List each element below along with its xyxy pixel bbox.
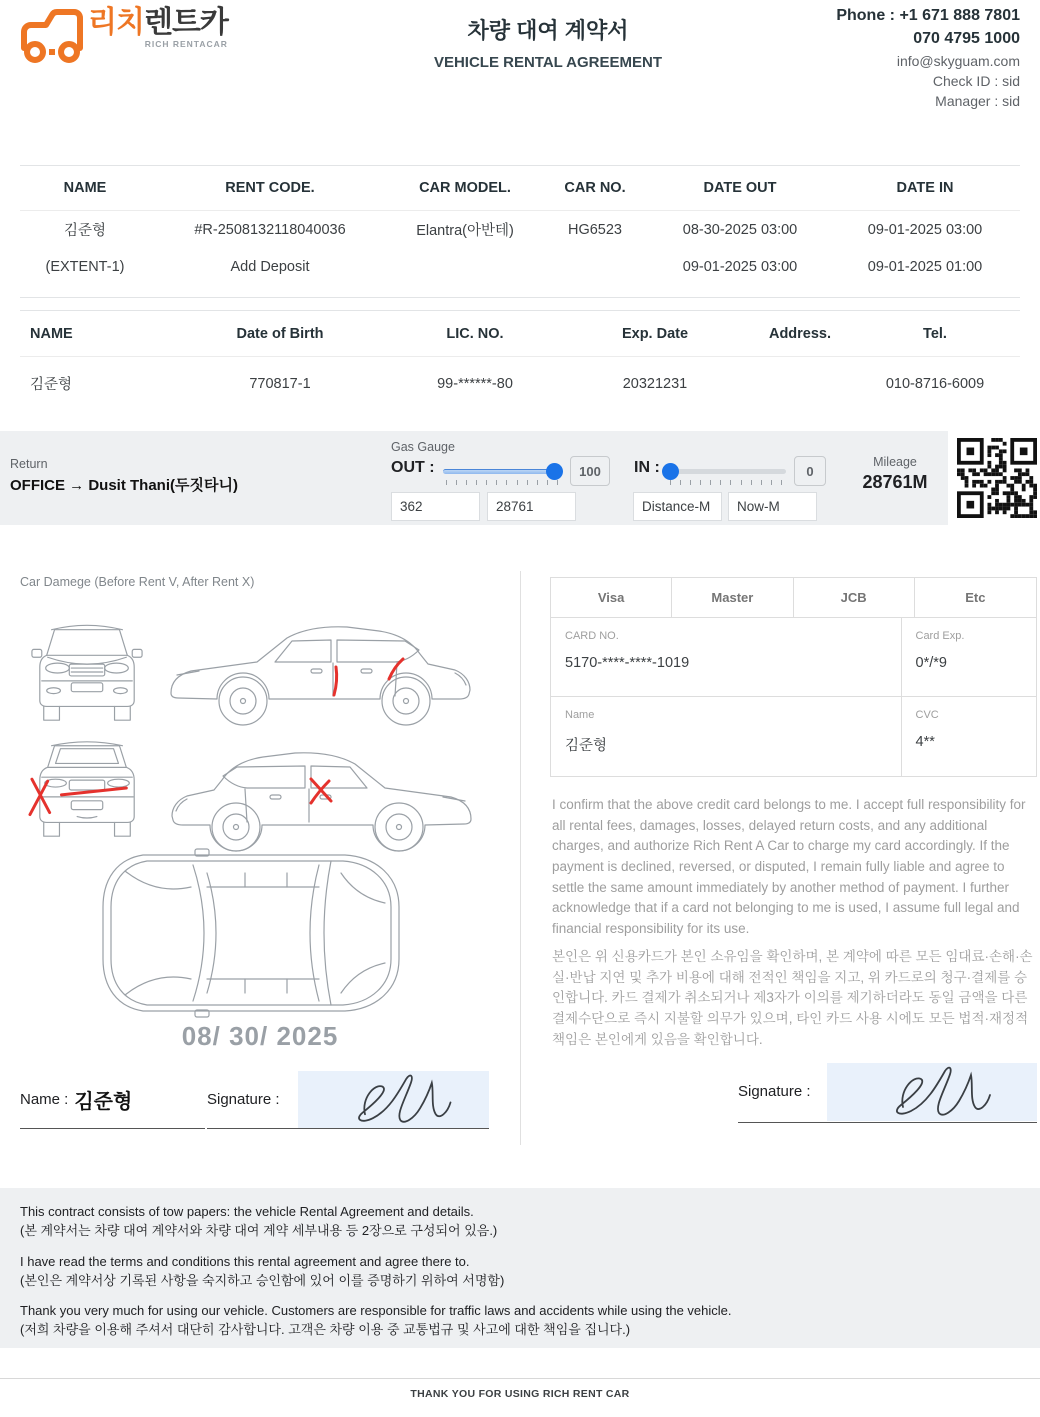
gas-out-label: OUT : bbox=[391, 459, 435, 476]
gas-in-slider-track[interactable] bbox=[668, 469, 786, 474]
manager: Manager : sid bbox=[935, 93, 1020, 109]
rental-date: 08/ 30/ 2025 bbox=[181, 1021, 339, 1051]
card-exp-cell bbox=[902, 618, 1037, 696]
signature-label: Signature : bbox=[738, 1083, 811, 1100]
card-signature-row bbox=[738, 1061, 1037, 1123]
cell-date-out-2: 09-01-2025 03:00 bbox=[682, 258, 798, 275]
card-exp-label: Card Exp. bbox=[915, 630, 965, 642]
col-header: NAME bbox=[30, 325, 73, 342]
col-header: CAR MODEL. bbox=[419, 180, 511, 196]
gas-out-value[interactable]: 100 bbox=[570, 456, 610, 486]
col-header: CAR NO. bbox=[564, 180, 626, 196]
notice-english: This contract consists of tow papers: the vehicle Rental Agreement and details. bbox=[20, 1204, 474, 1219]
notice-item bbox=[20, 1203, 1020, 1241]
car-rear-view[interactable] bbox=[28, 733, 146, 845]
card-brand-tabs bbox=[551, 578, 1036, 618]
gas-in-slider-thumb[interactable] bbox=[662, 463, 679, 480]
qr-code bbox=[956, 434, 1038, 522]
footer-text: THANK YOU FOR USING RICH RENT CAR bbox=[410, 1388, 630, 1400]
cell-extent: (EXTENT-1) bbox=[45, 258, 125, 275]
contract-notices bbox=[0, 1188, 1040, 1348]
renter-name: 김준형 bbox=[74, 1091, 133, 1113]
card-name-row bbox=[551, 697, 1036, 776]
table-row bbox=[20, 357, 1020, 410]
col-header: RENT CODE. bbox=[225, 180, 315, 196]
distance-input[interactable] bbox=[633, 492, 722, 521]
card-number-cell bbox=[551, 618, 902, 696]
odometer-start-input[interactable] bbox=[391, 492, 480, 521]
gas-in-slider-ticks bbox=[670, 480, 782, 485]
card-signature-pad[interactable] bbox=[827, 1063, 1037, 1121]
notice-korean: (본 계약서는 차량 대여 계약서와 차량 대여 계약 세부내용 등 2장으로 구성되어 있음.) bbox=[20, 1222, 498, 1238]
car-side-view-right[interactable] bbox=[165, 605, 477, 733]
car-front-view[interactable] bbox=[28, 615, 146, 729]
signature-label: Signature : bbox=[207, 1091, 280, 1108]
cell-add-deposit: Add Deposit bbox=[230, 258, 310, 275]
col-header: Tel. bbox=[923, 325, 947, 342]
gas-gauge-label: Gas Gauge bbox=[391, 440, 455, 454]
gas-out-slider-ticks bbox=[446, 480, 558, 485]
title-korean: 차량 대여 계약서 bbox=[467, 18, 629, 43]
logo-korean-dark: 렌트카 bbox=[143, 6, 228, 39]
name-label: Name : bbox=[20, 1091, 69, 1108]
card-cvc-cell bbox=[902, 697, 1037, 776]
col-header: Address. bbox=[768, 325, 832, 342]
notice-item bbox=[20, 1253, 1020, 1291]
card-number-row bbox=[551, 618, 1036, 697]
rental-table bbox=[20, 165, 1020, 298]
driver-table bbox=[20, 310, 1020, 410]
card-exp-value: 0*/*9 bbox=[915, 655, 947, 671]
vertical-divider bbox=[520, 571, 521, 1145]
car-top-view[interactable] bbox=[95, 847, 407, 1019]
cell-date-in-2: 09-01-2025 01:00 bbox=[867, 258, 983, 275]
return-route: OFFICE → Dusit Thani(두짓타니) bbox=[10, 477, 238, 494]
col-header: NAME bbox=[63, 180, 107, 196]
cell-license: 99-******-80 bbox=[437, 375, 513, 392]
col-header: DATE OUT bbox=[703, 180, 777, 196]
notice-korean: (본인은 계약서상 기록된 사항을 숙지하고 승인함에 있어 이를 증명하기 위하여 서명함) bbox=[20, 1272, 505, 1288]
table-row bbox=[20, 211, 1020, 248]
gas-out-slider-track[interactable] bbox=[443, 469, 558, 474]
cell-driver-name: 김준형 bbox=[30, 377, 73, 393]
cell-rent-code: #R-2508132118040036 bbox=[194, 221, 346, 238]
tab-master[interactable]: Master bbox=[672, 578, 793, 618]
notice-item bbox=[20, 1302, 1020, 1340]
odometer-end-input[interactable] bbox=[487, 492, 576, 521]
card-confirmation-english: I confirm that the above credit card belongs to me. I accept full responsibility for all rental fees, damages, losses, delayed return costs, and any additional charges, and authorize Rich Rent A Car to charge my card accordingly. If the payment is declined, reversed, or disputed, I remain fully liable and agree to settle the same amount immediately by another method of payment. I further acknowledge that if a card not belonging to me is used, I assume full legal and financial responsibility for its use. bbox=[552, 797, 1026, 936]
cell-date-in: 09-01-2025 03:00 bbox=[867, 221, 983, 238]
tab-visa[interactable]: Visa bbox=[551, 578, 672, 618]
cvc-value: 4** bbox=[915, 734, 935, 750]
tab-etc[interactable]: Etc bbox=[915, 578, 1036, 618]
card-no-value: 5170-****-****-1019 bbox=[565, 655, 690, 671]
phone-line-2: 070 4795 1000 bbox=[913, 30, 1020, 47]
cell-renter-name: 김준형 bbox=[63, 223, 107, 239]
logo-korean-orange: 리치 bbox=[88, 6, 144, 39]
driver-table-header bbox=[20, 311, 1020, 357]
notice-english: Thank you very much for using our vehicle. Customers are responsible for traffic laws and accidents while using the vehicle. bbox=[20, 1303, 732, 1319]
rental-table-header bbox=[20, 166, 1020, 211]
credit-card-table bbox=[550, 577, 1037, 777]
renter-signature-pad[interactable] bbox=[298, 1071, 489, 1128]
company-logo bbox=[16, 8, 326, 66]
cell-birth: 770817-1 bbox=[249, 375, 311, 392]
cell-date-out: 08-30-2025 03:00 bbox=[682, 221, 798, 238]
check-id: Check ID : sid bbox=[932, 73, 1020, 89]
return-label: Return bbox=[10, 457, 48, 471]
cvc-label: CVC bbox=[915, 709, 939, 721]
notice-english: I have read the terms and conditions this rental agreement and agree there to. bbox=[20, 1253, 470, 1269]
contact-info bbox=[770, 8, 1020, 114]
card-name-label: Name bbox=[565, 709, 595, 721]
renter-signature-row bbox=[20, 1071, 498, 1131]
header bbox=[0, 0, 1040, 120]
gas-in-value[interactable]: 0 bbox=[794, 456, 826, 486]
cell-exp-date: 20321231 bbox=[622, 375, 688, 392]
col-header: DATE IN bbox=[896, 180, 954, 196]
col-header: Exp. Date bbox=[621, 325, 689, 342]
card-no-label: CARD NO. bbox=[565, 630, 619, 642]
cell-tel: 010-8716-6009 bbox=[885, 375, 985, 392]
tab-jcb[interactable]: JCB bbox=[794, 578, 915, 618]
gas-in-label: IN : bbox=[634, 459, 660, 476]
mileage-label: Mileage bbox=[873, 455, 917, 469]
now-mileage-input[interactable] bbox=[728, 492, 817, 521]
col-header: LIC. NO. bbox=[446, 325, 504, 342]
card-name-value: 김준형 bbox=[565, 738, 608, 754]
logo-subtext: RICH RENTACAR bbox=[144, 39, 228, 49]
renter-name-field bbox=[20, 1071, 205, 1129]
logo-text bbox=[88, 8, 228, 49]
footer bbox=[0, 1378, 1040, 1400]
car-damage-label: Car Damege (Before Rent V, After Rent X) bbox=[20, 575, 255, 589]
email: info@skyguam.com bbox=[896, 53, 1020, 69]
main-content bbox=[0, 549, 1040, 1147]
card-name-cell bbox=[551, 697, 902, 776]
mileage-value: 28761M bbox=[862, 472, 928, 492]
document-title bbox=[326, 8, 770, 71]
renter-signature-field bbox=[207, 1071, 489, 1129]
cell-car-model: Elantra(아반테) bbox=[416, 223, 514, 239]
card-confirmation-korean: 본인은 위 신용카드가 본인 소유임을 확인하며, 본 계약에 따른 모든 임대료·손해·손실·반납 지연 및 추가 비용에 대해 전적인 책임을 지고, 위 카드로의 청구·결제를 승인합니다. 카드 결제가 취소되거나 제3자가 이의를 제기하더라도 동일 금액을 다른 결제수단으로 즉시 지불할 의무가 있으며, 타인 카드 사용 시에도 모든 법적·재정적 책임은 본인에게 있음을 확인합니다. bbox=[552, 949, 1033, 1047]
car-side-view-left[interactable] bbox=[165, 731, 477, 859]
cell-car-no: HG6523 bbox=[567, 221, 622, 238]
table-row bbox=[20, 248, 1020, 285]
title-english: VEHICLE RENTAL AGREEMENT bbox=[433, 54, 663, 71]
phone-line-1: Phone : +1 671 888 7801 bbox=[836, 7, 1020, 24]
col-header: Date of Birth bbox=[236, 325, 324, 342]
car-logo-icon bbox=[16, 8, 88, 66]
gauge-bar bbox=[0, 431, 1040, 525]
gas-out-slider-thumb[interactable] bbox=[546, 463, 563, 480]
notice-korean: (저희 차량을 이용해 주셔서 대단히 감사합니다. 고객은 차량 이용 중 교통법규 및 사고에 대한 책임을 집니다.) bbox=[20, 1322, 631, 1338]
